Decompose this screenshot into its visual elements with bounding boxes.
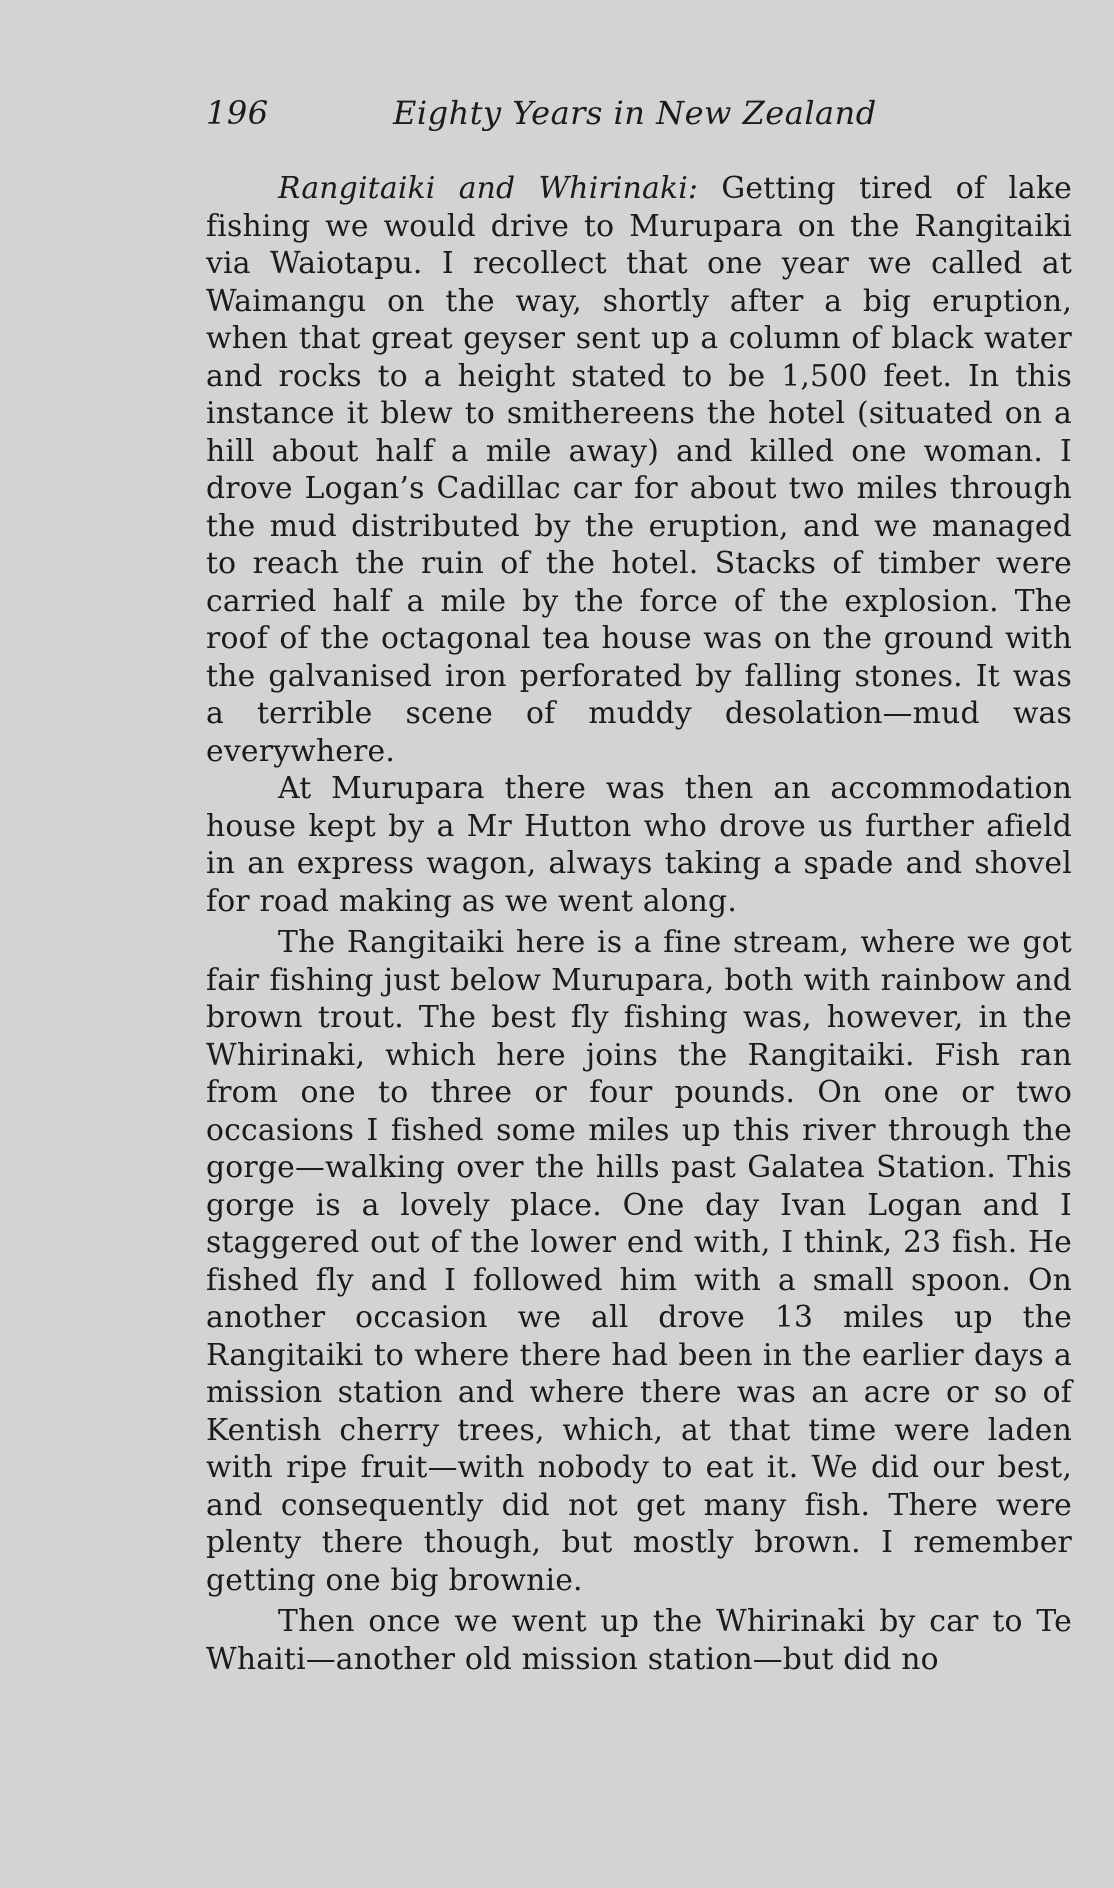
running-title: Eighty Years in New Zealand: [393, 94, 877, 132]
page-number: 196: [206, 94, 269, 132]
paragraph: The Rangitaiki here is a fine stream, where we got fair fishing just below Murupara, both with rainbow and brown trout. The best fly fishing was, however, in the Whirinaki, which here joins the Rangitaiki. Fish ran from one to three or four pounds. On one or two occasions I fished some miles up this river through the gorge—walking over the hills past Galatea Station. This gorge is a lovely place. One day Ivan Logan and I staggered out of the lower end with, I think, 23 fish. He fished fly and I followed him with a small spoon. On another occasion we all drove 13 miles up the Rangitaiki to where there had been in the earlier days a mission station and where there was an acre or so of Kentish cherry trees, which, at that time were laden with ripe fruit—with nobody to eat it. We did our best, and consequently did not get many fish. There were plenty there though, but mostly brown. I remember getting one big brownie.: [206, 925, 1072, 1598]
paragraph: At Murupara there was then an accommodation house kept by a Mr Hutton who drove us further afield in an express wagon, always taking a spade and shovel for road making as we went along.: [206, 771, 1072, 919]
page-header: [206, 94, 1072, 138]
paragraph-text: Getting tired of lake fishing we would drive to Murupara on the Rangitaiki via Waiotapu. I recollect that one year we called at Waimangu on the way, shortly after a big eruption, when that great geyser sent up a column of black water and rocks to a height stated to be 1,500 feet. In this instance it blew to smithereens the hotel (situated on a hill about half a mile away) and killed one woman. I drove Logan’s Cadillac car for about two miles through the mud distributed by the eruption, and we managed to reach the ruin of the hotel. Stacks of timber were carried half a mile by the force of the explosion. The roof of the octagonal tea house was on the ground with the galvanised iron perforated by falling stones. It was a terrible scene of muddy desolation—mud was everywhere.: [206, 171, 1072, 769]
body-text: [206, 170, 1072, 1678]
paragraph: [206, 170, 1072, 770]
paragraph: Then once we went up the Whirinaki by car to Te Whaiti—another old mission station—but did no: [206, 1604, 1072, 1677]
section-heading: Rangitaiki and Whirinaki:: [278, 171, 699, 206]
